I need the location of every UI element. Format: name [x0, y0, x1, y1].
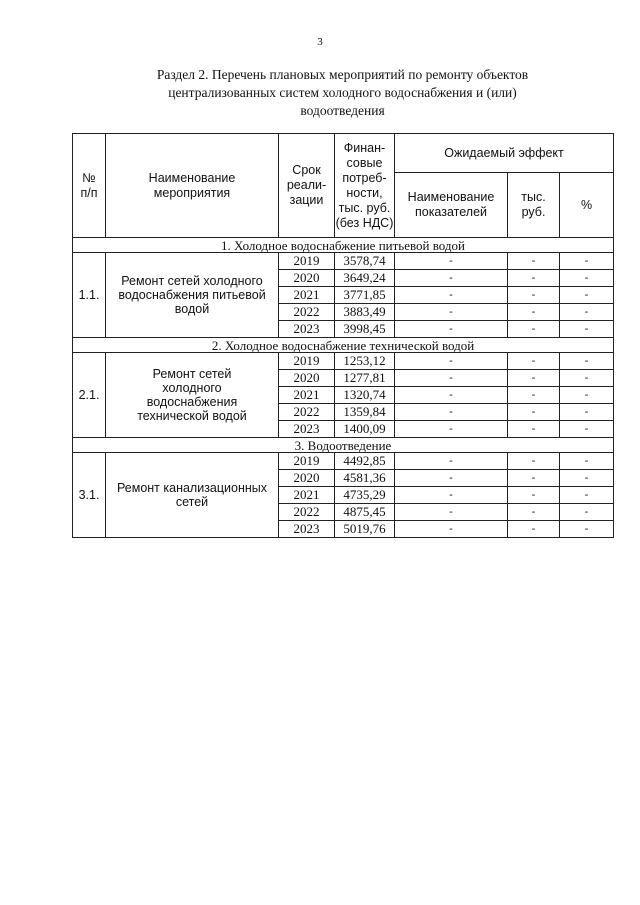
indicator-cell: -: [395, 453, 508, 470]
thousand-rub-cell: -: [508, 370, 560, 387]
indicator-cell: -: [395, 387, 508, 404]
percent-cell: -: [560, 370, 614, 387]
year-cell: 2019: [279, 353, 335, 370]
year-cell: 2022: [279, 504, 335, 521]
thousand-rub-cell: -: [508, 270, 560, 287]
amount-cell: 3771,85: [335, 287, 395, 304]
thousand-rub-cell: -: [508, 470, 560, 487]
thousand-rub-cell: -: [508, 387, 560, 404]
percent-cell: -: [560, 270, 614, 287]
amount-cell: 1253,12: [335, 353, 395, 370]
year-cell: 2019: [279, 253, 335, 270]
header-text: №: [82, 170, 96, 185]
indicator-cell: -: [395, 487, 508, 504]
item-name-line: водоснабжения питьевой: [118, 288, 266, 302]
header-percent: %: [560, 173, 614, 238]
year-cell: 2022: [279, 304, 335, 321]
indicator-cell: -: [395, 253, 508, 270]
item-name-line: водой: [174, 302, 210, 316]
thousand-rub-cell: -: [508, 487, 560, 504]
header-effect: Ожидаемый эффект: [395, 134, 614, 173]
header-name: [106, 134, 279, 238]
year-cell: 2020: [279, 470, 335, 487]
indicator-cell: -: [395, 270, 508, 287]
indicator-cell: -: [395, 370, 508, 387]
percent-cell: -: [560, 453, 614, 470]
indicator-cell: -: [395, 353, 508, 370]
header-text: Финан-: [343, 140, 386, 155]
table-row: [73, 253, 614, 270]
item-name-line: Ремонт канализационных: [116, 481, 268, 495]
amount-cell: 3649,24: [335, 270, 395, 287]
title-line: водоотведения: [300, 103, 385, 118]
table-row: [73, 353, 614, 370]
item-number: 2.1.: [73, 353, 106, 438]
thousand-rub-cell: -: [508, 504, 560, 521]
header-text: реали-: [286, 178, 327, 192]
item-name-line: сетей: [175, 495, 209, 509]
thousand-rub-cell: -: [508, 353, 560, 370]
section-title: 1. Холодное водоснабжение питьевой водой: [73, 238, 614, 253]
indicator-cell: -: [395, 421, 508, 438]
year-cell: 2023: [279, 421, 335, 438]
indicator-cell: -: [395, 404, 508, 421]
header-text: совые: [346, 155, 383, 170]
header-text: Наименование: [148, 170, 236, 185]
year-cell: 2021: [279, 387, 335, 404]
indicator-cell: -: [395, 321, 508, 338]
thousand-rub-cell: -: [508, 521, 560, 538]
header-text: потреб-: [342, 170, 387, 185]
item-name-line: Ремонт сетей: [152, 367, 232, 381]
percent-cell: -: [560, 387, 614, 404]
item-name: [106, 353, 279, 438]
percent-cell: -: [560, 404, 614, 421]
percent-cell: -: [560, 504, 614, 521]
header-indicator: [395, 173, 508, 238]
indicator-cell: -: [395, 304, 508, 321]
percent-cell: -: [560, 421, 614, 438]
item-name-line: водоснабжения: [146, 395, 238, 409]
page-number: 3: [317, 36, 323, 48]
amount-cell: 3998,45: [335, 321, 395, 338]
thousand-rub-cell: -: [508, 453, 560, 470]
indicator-cell: -: [395, 504, 508, 521]
section-title: 3. Водоотведение: [73, 438, 614, 453]
percent-cell: -: [560, 304, 614, 321]
amount-cell: 4875,45: [335, 504, 395, 521]
header-text: (без НДС): [335, 215, 394, 230]
thousand-rub-cell: -: [508, 287, 560, 304]
year-cell: 2021: [279, 487, 335, 504]
amount-cell: 4735,29: [335, 487, 395, 504]
item-name: [106, 253, 279, 338]
percent-cell: -: [560, 470, 614, 487]
year-cell: 2023: [279, 321, 335, 338]
amount-cell: 1400,09: [335, 421, 395, 438]
document-title: [70, 66, 615, 120]
amount-cell: 3578,74: [335, 253, 395, 270]
header-text: руб.: [521, 205, 546, 219]
year-cell: 2020: [279, 370, 335, 387]
header-text: мероприятия: [153, 185, 231, 200]
thousand-rub-cell: -: [508, 304, 560, 321]
thousand-rub-cell: -: [508, 421, 560, 438]
item-number: 3.1.: [73, 453, 106, 538]
year-cell: 2021: [279, 287, 335, 304]
title-line: централизованных систем холодного водоснабжения и (или): [168, 85, 517, 100]
item-name-line: Ремонт сетей холодного: [121, 274, 263, 288]
header-text: показателей: [414, 205, 488, 219]
indicator-cell: -: [395, 287, 508, 304]
item-name-line: технической водой: [137, 409, 247, 423]
thousand-rub-cell: -: [508, 253, 560, 270]
item-number: 1.1.: [73, 253, 106, 338]
title-line: Раздел 2. Перечень плановых мероприятий по ремонту объектов: [156, 67, 529, 82]
percent-cell: -: [560, 287, 614, 304]
amount-cell: 4492,85: [335, 453, 395, 470]
indicator-cell: -: [395, 470, 508, 487]
section-title: 2. Холодное водоснабжение технической водой: [73, 338, 614, 353]
amount-cell: 3883,49: [335, 304, 395, 321]
item-name: [106, 453, 279, 538]
header-text: тыс. руб.: [338, 200, 391, 215]
amount-cell: 1359,84: [335, 404, 395, 421]
header-text: Срок: [292, 163, 321, 177]
header-text: зации: [289, 193, 324, 207]
item-name-line: холодного: [162, 381, 222, 395]
header-num: [73, 134, 106, 238]
thousand-rub-cell: -: [508, 321, 560, 338]
header-text: тыс.: [521, 190, 546, 204]
amount-cell: 4581,36: [335, 470, 395, 487]
indicator-cell: -: [395, 521, 508, 538]
header-term: [279, 134, 335, 238]
year-cell: 2020: [279, 270, 335, 287]
plan-table: [72, 133, 614, 538]
header-thousand-rub: [508, 173, 560, 238]
year-cell: 2023: [279, 521, 335, 538]
header-finance: [335, 134, 395, 238]
percent-cell: -: [560, 253, 614, 270]
thousand-rub-cell: -: [508, 404, 560, 421]
header-text: п/п: [80, 185, 98, 200]
percent-cell: -: [560, 321, 614, 338]
amount-cell: 1320,74: [335, 387, 395, 404]
header-text: ности,: [346, 185, 383, 200]
percent-cell: -: [560, 487, 614, 504]
amount-cell: 1277,81: [335, 370, 395, 387]
percent-cell: -: [560, 353, 614, 370]
year-cell: 2019: [279, 453, 335, 470]
percent-cell: -: [560, 521, 614, 538]
amount-cell: 5019,76: [335, 521, 395, 538]
year-cell: 2022: [279, 404, 335, 421]
header-text: Наименование: [407, 190, 495, 204]
table-row: [73, 453, 614, 470]
